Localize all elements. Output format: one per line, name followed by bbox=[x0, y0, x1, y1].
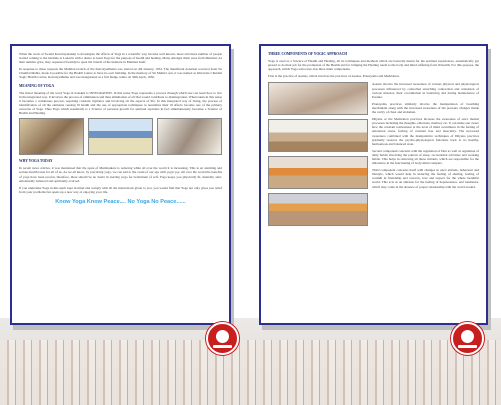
components-heading: THREE COMPONENTS OF YOGIC APPROACH bbox=[268, 52, 347, 56]
today-paragraph-2: If you undertake Yoga in this spirit kept in mind and comply with all the instructions given to you, you would find that Yoga not only gives you relief from your problems but opens up a new way of enjoying your life. bbox=[19, 185, 222, 194]
photo-image bbox=[268, 156, 368, 189]
photo-row bbox=[19, 118, 222, 155]
attitude-paragraph: Third component concerns itself with changes in one's attitude, behaviour and lifestyle, which would help in inducing the feeling of sharing, feeling of warmth in friendship and concern, love and respect for the whole beautiful world. This acts as an antidote for the feeling of hopelessness, and loneliness, which may come in the absence of proper relationship with the world around. bbox=[372, 168, 479, 189]
left-page bbox=[10, 44, 231, 325]
asanas-paragraph: Asanas involve the increased awareness of various physical and physiological processes influenced by controlled stretching contraction and relaxation of various muscles, their coordination in balancing and during maintenance of Posture. bbox=[372, 82, 479, 99]
components-intro-2: First is the practice of Asanas, which involves the practices of Asanas, Pranayama and Meditation. bbox=[268, 74, 400, 79]
photo-image bbox=[268, 119, 368, 152]
diet-paragraph: Second component concerns with the regulation of Diet as well as regulation of daily habits involving the pattern of sleep, recreational activities and working habits. This helps in removing all those irritants, which are responsible for the imbalance in the functioning of body-mind complex. bbox=[372, 148, 479, 166]
intro-paragraph-1: When the work of Swami Kuvalayanandji to investigate the effects of Yoga in a scientific way became well known, more and more number of people started coming to the institute at Lonavla with a desire to learn Yoga for the purpose of health and healing. Many amongst them were from Mumbai. As their number grew, they requested Swamiji to open the branch of the institute in Mumbai itself. bbox=[19, 52, 222, 65]
photo-image bbox=[268, 82, 368, 115]
today-paragraph-1: In recent news articles, it was mentioned that the spate of Mumbaikars is reducing while all over the world it is increasing. This is an alarming and serious health issue for all of us. As we all know, by practicing yoga, we can add to the count of our age with yogic joy. All over the world the benefits of yoga have been proven, therefore, there should be no doubt in starting yoga for betterment of self. Yoga keeps you physically fit, mentally alert, emotionally balanced and spiritually evolved. bbox=[19, 166, 222, 183]
meaning-paragraph: The literal meaning of the word Yoga in Sanskrit is INTEGRATION. In this sense Yoga represents a process through which one can learn how to live in the integrated way. It involves the process of elimination and then elimination of all that would contribute to disintegration. When taken in this sense it becomes a continuous process, requiring constant vigilance and involving all the aspects of life. In this integrated way of living, the process of identification of all the elements causing ill health and the use of appropriate techniques to neutralize their ill effects become one of the primary concerns of Yoga. Thus Yoga which essentially is a Science of personal growth for spiritual aspirants in fact simultaneously becomes a Science of Health and Healing. bbox=[19, 90, 222, 116]
text-column bbox=[372, 82, 479, 226]
components-columns bbox=[268, 82, 479, 226]
pranayama-paragraph: Pranayama practices similarly involve the manipulation of breathing mechanism along with the increased awareness of the pressure changes inside the cavity of chest and abdomen. bbox=[372, 101, 479, 115]
dhyana-paragraph: Dhyana or the Meditation practices increase the awareness of one's mental processes including the thoughts, emotions, memory etc. It can make one aware how the constant restlessness at the level of mind contributes in the feeling of emotional stress, feeling of constant fear and insecurity. The increased awareness combined with the manipulative techniques of Dhyana practices gradually restores the psycho-physiological functions back to its healthy, harmonious and balanced state. bbox=[372, 117, 479, 146]
components-intro-1: Yoga is used as a Science of Health and Healing, all its techniques and methods which are basically meant for the spiritual experiences, automatically get geared to do their job for the promotion of the Health and for bringing the Healing touch to the body and mind suffering from ill health. For this purpose, the approach, which Yoga advocates, has three main components. bbox=[268, 59, 479, 72]
photo-image bbox=[268, 193, 368, 226]
photo-image bbox=[88, 118, 153, 155]
right-page bbox=[259, 44, 488, 325]
right-page-content bbox=[268, 52, 479, 317]
today-heading: WHY YOGA TODAY bbox=[19, 159, 53, 164]
institution-seal-icon bbox=[451, 322, 484, 355]
photo-image bbox=[19, 118, 84, 155]
institution-seal-icon bbox=[206, 322, 239, 355]
slogan: Know Yoga Know Peace.... No Yoga No Peace...... bbox=[55, 198, 186, 205]
left-page-content bbox=[19, 52, 222, 317]
background-crowd-image bbox=[0, 340, 501, 405]
intro-paragraph-2: In response to these requests the Mumbai branch of the Kaivalyadhama was started on 4th January, 1932. The munificent donation received from Sir Chunilal Mehta, made it possible for the Health Centre to have its own building. In the memory of Sir Mehta's son, it was named as Ishvardas Chunilal Yogic Health Centre, Kaivalyadhama and was inaugurated as a full fledge centre on 30th April, 1936. bbox=[19, 67, 222, 80]
meaning-heading: MEANING OF YOGA bbox=[19, 83, 55, 88]
photo-image bbox=[157, 118, 222, 155]
photo-column bbox=[268, 82, 368, 226]
